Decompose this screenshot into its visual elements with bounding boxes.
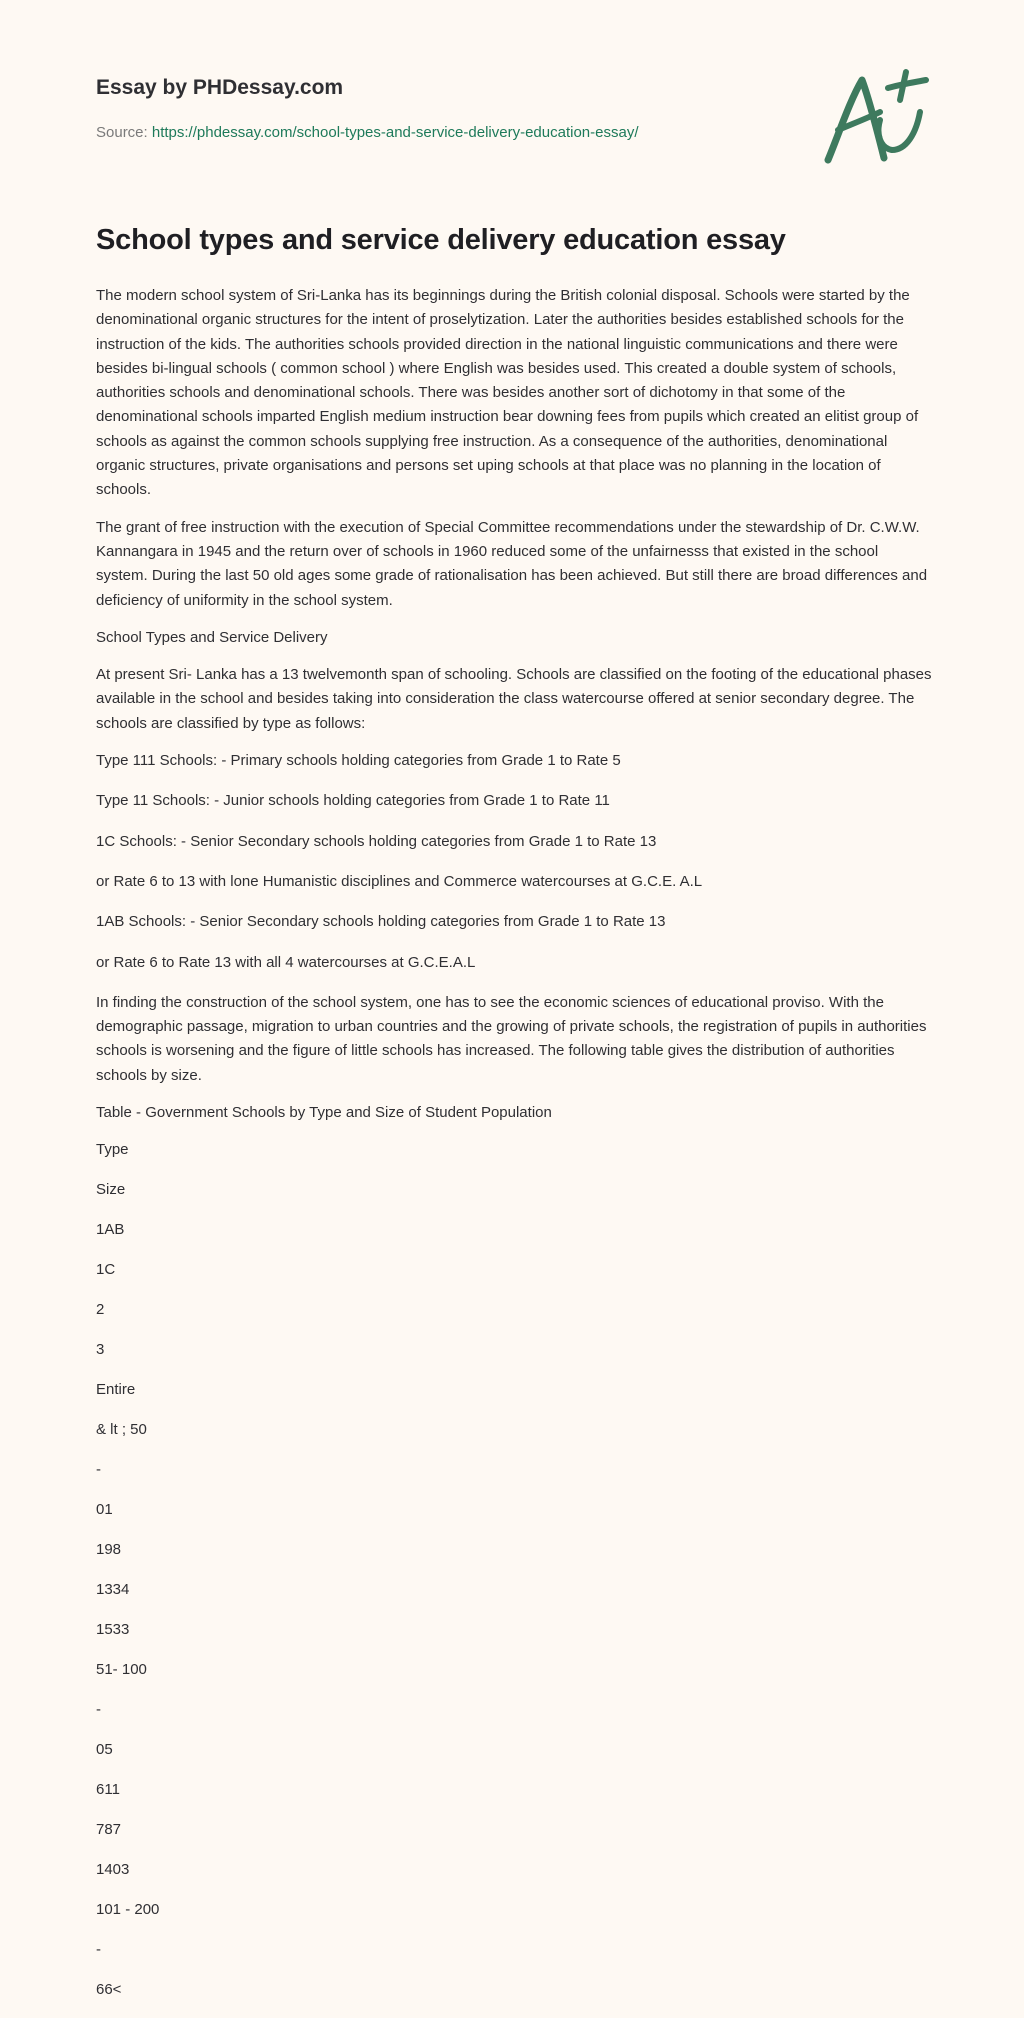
article-title: School types and service delivery education essay (96, 224, 786, 256)
school-type-line: 1C Schools: - Senior Secondary schools holding categories from Grade 1 to Rate 13 (96, 832, 657, 850)
table-cell: 1C (96, 1261, 116, 1279)
article-paragraph: At present Sri- Lanka has a 13 twelvemonth span of schooling. Schools are classified on the footing of the educational phases available in the school and besides taking into consideration the class watercourse offered at senior secondary degree. The schools are classified by type as follows: (96, 666, 932, 732)
table-cell: 51- 100 (96, 1661, 147, 1679)
table-cell: Size (96, 1181, 126, 1199)
table-cell: 66< (96, 1981, 122, 1999)
table-cell: 101 - 200 (96, 1901, 160, 1919)
table-cell: 3 (96, 1341, 105, 1359)
table-cell: 1AB (96, 1221, 125, 1239)
table-caption: Table - Government Schools by Type and Size of Student Population (96, 1104, 552, 1122)
table-cell: 01 (96, 1501, 113, 1519)
site-name: Essay by PHDessay.com (96, 76, 344, 99)
section-heading: School Types and Service Delivery (96, 628, 328, 646)
table-cell: Type (96, 1141, 129, 1159)
school-type-line: Type 11 Schools: - Junior schools holding categories from Grade 1 to Rate 11 (96, 792, 610, 810)
school-type-line: Type 111 Schools: - Primary schools holding categories from Grade 1 to Rate 5 (96, 752, 621, 770)
source-link[interactable]: https://phdessay.com/school-types-and-service-delivery-education-essay/ (151, 124, 639, 141)
table-cell: 1533 (96, 1621, 130, 1639)
source-label: Source: (96, 124, 148, 141)
article-paragraph: In finding the construction of the school system, one has to see the economic sciences of educational proviso. With the demographic passage, migration to urban countries and the growing of private schools, the registration of pupils in authorities schools is worsening and the figure of little schools has increased. The following table gives the distribution of authorities schools by size. (96, 993, 927, 1084)
table-cell: 611 (96, 1781, 120, 1799)
source-line (96, 124, 638, 141)
table-cell: & lt ; 50 (96, 1421, 147, 1439)
table-cell: - (96, 1461, 101, 1479)
school-type-line: or Rate 6 to Rate 13 with all 4 watercourses at G.C.E.A.L (96, 953, 476, 971)
table-cell: Entire (96, 1381, 136, 1399)
a-plus-icon (822, 66, 930, 168)
table-cell: 787 (96, 1821, 122, 1839)
table-cell: - (96, 1701, 101, 1719)
table-cell: 2 (96, 1301, 105, 1319)
article-paragraph: The modern school system of Sri-Lanka has its beginnings during the British colonial disposal. Schools were started by the denominational organic structures for the intent of proselytization. Later the authorities besides established schools for the instruction of the kids. The authorities schools provided direction in the national linguistic communications and there were besides bi-lingual schools ( common school ) where English was besides used. This created a double system of schools, authorities schools and denominational schools. There was besides another sort of dichotomy in that some of the denominational schools imparted English medium instruction bear downing fees from pupils which created an elitist group of schools as against the common schools supplying free instruction. As a consequence of the authorities, denominational organic structures, private organisations and persons set uping schools at that place was no planning in the location of schools. (96, 287, 919, 499)
article-body (96, 284, 932, 2018)
table-cell: 1403 (96, 1861, 130, 1879)
table-cell: 1334 (96, 1581, 130, 1599)
table-cell: 198 (96, 1541, 122, 1559)
school-type-line: 1AB Schools: - Senior Secondary schools holding categories from Grade 1 to Rate 13 (96, 913, 666, 931)
school-type-line: or Rate 6 to 13 with lone Humanistic disciplines and Commerce watercourses at G.C.E. A.L (96, 872, 703, 890)
article-paragraph: The grant of free instruction with the execution of Special Committee recommendations under the stewardship of Dr. C.W.W. Kannangara in 1945 and the return over of schools in 1960 reduced some of the unfairnesss that existed in the school system. During the last 50 old ages some grade of rationalisation has been achieved. But still there are broad differences and deficiency of uniformity in the school system. (96, 518, 928, 609)
table-cells (96, 1138, 932, 2002)
table-cell: 05 (96, 1741, 113, 1759)
table-cell: - (96, 1941, 101, 1959)
